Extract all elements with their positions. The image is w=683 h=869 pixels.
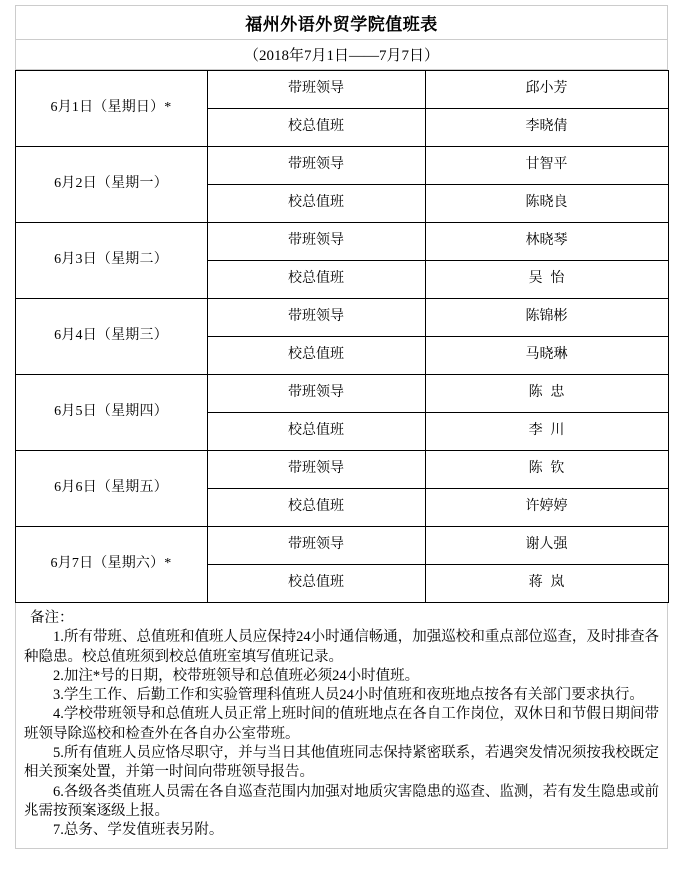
table-row: [15, 527, 668, 565]
person-name: 陈晓良: [525, 195, 568, 211]
duty-date-cell: 6月1日（星期日）*: [15, 71, 207, 147]
person-name: 林晓琴: [525, 233, 568, 249]
subtitle-row: [16, 40, 668, 70]
duty-person-leader: [425, 223, 668, 261]
table-row: [15, 147, 668, 185]
note-item: 7.总务、学发值班表另附。: [53, 822, 224, 839]
duty-date-cell: 6月7日（星期六）*: [15, 527, 207, 603]
table-row: [15, 375, 668, 413]
duty-role-school: 校总值班: [207, 565, 425, 603]
duty-role-leader: 带班领导: [207, 299, 425, 337]
duty-role-school: 校总值班: [207, 109, 425, 147]
notes-label: 备注：: [30, 610, 74, 626]
duty-role-school: 校总值班: [207, 185, 425, 223]
person-name: 许婷婷: [525, 499, 568, 515]
duty-role-leader: 带班领导: [207, 527, 425, 565]
note-item: 2.加注*号的日期，校带班领导和总值班必须24小时值班。: [53, 667, 420, 684]
duty-role-school: 校总值班: [207, 261, 425, 299]
notes-list: [24, 628, 659, 840]
notes-section: [15, 603, 668, 849]
table-row: [15, 223, 668, 261]
person-name: 甘智平: [525, 157, 568, 173]
person-name: 蒋岚: [528, 575, 573, 591]
duty-person-leader: [425, 451, 668, 489]
duty-role-school: 校总值班: [207, 413, 425, 451]
duty-schedule-table: [15, 70, 669, 603]
duty-date-cell: 6月2日（星期一）: [15, 147, 207, 223]
table-row: [15, 299, 668, 337]
person-name: 李晓倩: [525, 119, 568, 135]
person-name: 谢人强: [525, 537, 568, 553]
note-item: 1.所有带班、总值班和值班人员应保持24小时通信畅通，加强巡校和重点部位巡查，及时排查各种隐患。校总值班须到校总值班室填写值班记录。: [24, 629, 659, 665]
table-row: [15, 451, 668, 489]
duty-date-cell: 6月3日（星期二）: [15, 223, 207, 299]
duty-date-cell: 6月6日（星期五）: [15, 451, 207, 527]
document-header-table: [15, 5, 668, 70]
note-item: 6.各级各类值班人员需在各自巡查范围内加强对地质灾害隐患的巡查、监测，若有发生隐患或前兆需按预案逐级上报。: [24, 783, 659, 819]
duty-role-leader: 带班领导: [207, 375, 425, 413]
duty-person-school: [425, 565, 668, 603]
duty-date-cell: 6月5日（星期四）: [15, 375, 207, 451]
duty-role-leader: 带班领导: [207, 451, 425, 489]
person-name: 陈锦彬: [525, 309, 568, 325]
table-row: [15, 71, 668, 109]
duty-role-leader: 带班领导: [207, 223, 425, 261]
note-item: 4.学校带班领导和总值班人员正常上班时间的值班地点在各自工作岗位，双休日和节假日期间带班领导除巡校和检查外在各自办公室带班。: [24, 706, 659, 742]
note-item: 5.所有值班人员应恪尽职守，并与当日其他值班同志保持紧密联系，若遇突发情况须按我校既定相关预案处置，并第一时间向带班领导报告。: [24, 744, 659, 781]
duty-table-body: [15, 71, 668, 603]
duty-role-leader: 带班领导: [207, 71, 425, 109]
duty-person-school: [425, 337, 668, 375]
person-name: 陈忠: [528, 385, 573, 401]
duty-date-cell: 6月4日（星期三）: [15, 299, 207, 375]
duty-role-leader: 带班领导: [207, 147, 425, 185]
duty-person-leader: [425, 375, 668, 413]
title-row: [16, 6, 668, 40]
duty-person-leader: [425, 299, 668, 337]
duty-person-leader: [425, 527, 668, 565]
duty-person-school: [425, 261, 668, 299]
person-name: 马晓琳: [525, 347, 568, 363]
date-range-subtitle: （2018年7月1日——7月7日）: [16, 40, 668, 70]
duty-person-leader: [425, 147, 668, 185]
person-name: 吴怡: [528, 271, 573, 287]
person-name: 李川: [528, 423, 573, 439]
page-title: 福州外语外贸学院值班表: [16, 6, 668, 40]
person-name: 陈钦: [528, 461, 573, 477]
duty-role-school: 校总值班: [207, 489, 425, 527]
duty-person-school: [425, 109, 668, 147]
duty-role-school: 校总值班: [207, 337, 425, 375]
duty-person-leader: [425, 71, 668, 109]
person-name: 邱小芳: [525, 81, 568, 97]
duty-person-school: [425, 489, 668, 527]
duty-person-school: [425, 185, 668, 223]
duty-person-school: [425, 413, 668, 451]
note-item: 3.学生工作、后勤工作和实验管理科值班人员24小时值班和夜班地点按各有关部门要求执行。: [53, 687, 644, 704]
